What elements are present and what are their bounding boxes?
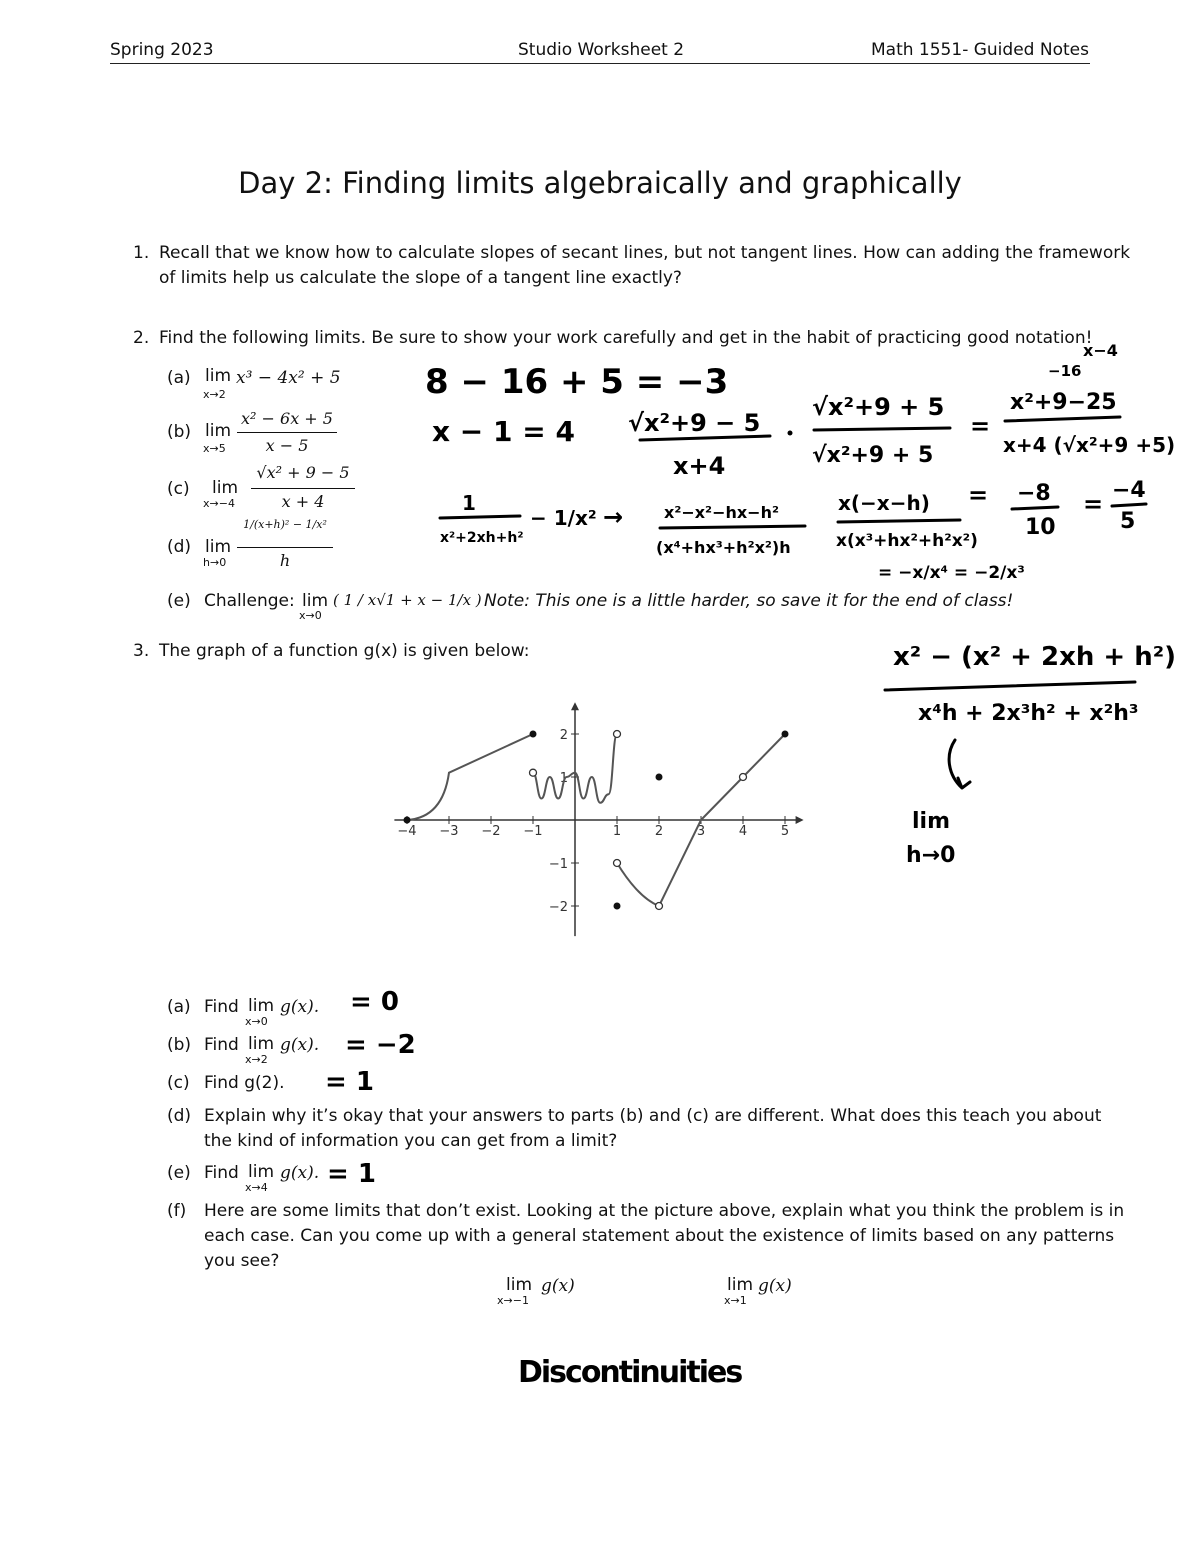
q3f-lim1-sub: x→−1	[497, 1294, 529, 1307]
q2b-denominator: x − 5	[265, 436, 309, 455]
y-tick-label: 2	[559, 728, 568, 743]
hw-2d-frac3-bar	[838, 520, 960, 522]
y-tick-label: 1	[559, 771, 568, 786]
q3a-text: Find	[204, 997, 239, 1017]
q2e-label: (e)	[167, 591, 191, 611]
q2d-label: (d)	[167, 537, 192, 557]
hw-2d-frac2-den: (x⁴+hx³+h²x²)h	[656, 538, 791, 557]
q3-number: 3.	[133, 641, 150, 661]
q3b-lim: lim	[248, 1034, 275, 1054]
x-tick-label: −2	[481, 824, 501, 839]
q2-text: Find the following limits. Be sure to show your work carefully and get in the habit of practicing good notation!	[159, 328, 1093, 348]
hw-2c-equals-1: =	[970, 412, 991, 440]
q2e-expr: ( 1 / x√1 + x − 1/x )	[333, 591, 482, 609]
q3b-sub: x→2	[245, 1053, 268, 1066]
x-tick-label: 3	[696, 824, 706, 839]
hw-side-bar	[885, 682, 1135, 690]
hw-2c-top-note: x−4	[1083, 341, 1118, 360]
hw-2d-arrow: →	[603, 503, 624, 531]
q3a-lim: lim	[248, 996, 275, 1016]
q3c-text: Find g(2).	[204, 1073, 285, 1093]
q3f-lim1-fn: g(x)	[541, 1276, 575, 1296]
q3d-line1: Explain why it’s okay that your answers to parts (b) and (c) are different. What does this teach you about	[204, 1106, 1102, 1126]
hw-2c-top-note2: −16	[1048, 362, 1082, 380]
page-title: Day 2: Finding limits algebraically and graphically	[238, 166, 962, 200]
hw-2d-result-num: −8	[1017, 481, 1051, 506]
hw-2d-final-den: 5	[1120, 509, 1136, 534]
q2c-lim: lim	[212, 478, 239, 498]
q2d-sub: h→0	[203, 556, 227, 569]
hw-2d-minus-term: − 1/x²	[530, 506, 597, 530]
q2e-note: Note: This one is a little harder, so save it for the end of class!	[484, 591, 1014, 611]
hw-2d-equals-2: =	[1083, 490, 1104, 518]
q2a-expr: x³ − 4x² + 5	[236, 368, 341, 388]
q1-text-line2: of limits help us calculate the slope of a tangent line exactly?	[159, 268, 682, 288]
q2e-lim: lim	[302, 591, 329, 611]
q3f-lim2-sub: x→1	[724, 1294, 747, 1307]
hw-ans-b: = −2	[345, 1030, 416, 1060]
hw-2c-frac3-bar	[1005, 417, 1120, 421]
x-tick-label: −1	[523, 824, 543, 839]
hw-ans-c: = 1	[325, 1067, 374, 1097]
q2c-numerator: √x² + 9 − 5	[256, 463, 350, 482]
q3b-label: (b)	[167, 1035, 192, 1055]
q3f-lim2: lim	[727, 1275, 754, 1295]
q2-number: 2.	[133, 328, 150, 348]
q3b-fn: g(x).	[280, 1035, 320, 1055]
hw-side-arrow	[949, 740, 970, 788]
hw-2d-frac2-bar	[660, 526, 805, 528]
q3e-fn: g(x).	[280, 1163, 320, 1183]
hw-ans-e: = 1	[327, 1159, 376, 1189]
q3e-label: (e)	[167, 1163, 191, 1183]
hw-2d-final-num: −4	[1112, 478, 1146, 503]
q2e-prefix: Challenge:	[204, 591, 295, 611]
x-tick-label: 2	[654, 824, 664, 839]
q2a-lim: lim	[205, 366, 232, 386]
q2b-numerator: x² − 6x + 5	[241, 409, 333, 428]
q3f-lim2-fn: g(x)	[758, 1276, 792, 1296]
hw-2c-frac3-num: x²+9−25	[1010, 390, 1117, 415]
q2a-sub: x→2	[203, 388, 226, 401]
q3c-label: (c)	[167, 1073, 190, 1093]
q2a-label: (a)	[167, 368, 191, 388]
hw-2c-frac1-den: x+4	[673, 452, 726, 480]
hw-2d-result-bar	[1012, 507, 1058, 509]
hw-2d-equals-1: =	[968, 481, 989, 509]
q2d-lim: lim	[205, 537, 232, 557]
q3f-label: (f)	[167, 1201, 187, 1221]
q3f-line1: Here are some limits that don’t exist. Looking at the picture above, explain what you think the problem is in	[204, 1201, 1125, 1221]
q2c-label: (c)	[167, 479, 190, 499]
hw-ans-a: = 0	[350, 987, 399, 1017]
hw-side-den: x⁴h + 2x³h² + x²h³	[918, 701, 1139, 726]
q3a-label: (a)	[167, 997, 191, 1017]
q2b-sub: x→5	[203, 442, 226, 455]
hw-side-sub: h→0	[906, 843, 956, 868]
hw-2d-frac1-bar	[440, 516, 520, 518]
q3f-lim1: lim	[506, 1275, 533, 1295]
header-center: Studio Worksheet 2	[518, 40, 685, 60]
hw-2d-frac3-num: x(−x−h)	[838, 491, 930, 515]
x-tick-label: 5	[780, 824, 790, 839]
x-tick-label: −3	[439, 824, 459, 839]
hw-2d-frac2-num: x²−x²−hx−h²	[664, 503, 779, 522]
q3b-text: Find	[204, 1035, 239, 1055]
hw-2c-frac2-num: √x²+9 + 5	[812, 393, 945, 421]
y-tick-label: −1	[548, 857, 568, 872]
q2e-sub: x→0	[299, 609, 322, 622]
q1-number: 1.	[133, 243, 150, 263]
q3d-label: (d)	[167, 1106, 192, 1126]
x-tick-label: 1	[612, 824, 622, 839]
header-right: Math 1551- Guided Notes	[871, 40, 1089, 60]
q3e-text: Find	[204, 1163, 239, 1183]
q3f-line3: you see?	[204, 1251, 280, 1271]
hw-2b-work: x − 1 = 4	[432, 415, 575, 448]
q2c-denominator: x + 4	[281, 492, 325, 511]
hw-side-num: x² − (x² + 2xh + h²)	[893, 642, 1177, 672]
x-tick-label: 4	[738, 824, 748, 839]
hw-2a-work: 8 − 16 + 5 = −3	[425, 362, 729, 402]
q2b-label: (b)	[167, 422, 192, 442]
x-tick-label: −4	[397, 824, 417, 839]
hw-bottom-note: Discontinuities	[518, 1355, 742, 1390]
q3d-line2: the kind of information you can get from a limit?	[204, 1131, 618, 1151]
hw-2c-frac1-num: √x²+9 − 5	[628, 409, 761, 437]
q3e-sub: x→4	[245, 1181, 268, 1194]
hw-2d-frac1-num: 1	[462, 491, 476, 515]
hw-2c-dot	[788, 431, 793, 436]
hw-2d-frac3-den: x(x³+hx²+h²x²)	[836, 531, 978, 551]
hw-2d-frac1-den: x²+2xh+h²	[440, 530, 524, 546]
q2d-denominator: h	[279, 551, 291, 570]
hw-side-lim: lim	[912, 809, 951, 834]
q2c-sub: x→−4	[203, 497, 235, 510]
q1-text-line1: Recall that we know how to calculate slopes of secant lines, but not tangent lines. How can adding the framework	[159, 243, 1131, 263]
q3-text: The graph of a function g(x) is given below:	[159, 641, 530, 661]
hw-2d-line2: = −x/x⁴ = −2/x³	[878, 563, 1025, 583]
q2b-lim: lim	[205, 421, 232, 441]
header-left: Spring 2023	[110, 40, 214, 60]
hw-2d-final-bar	[1112, 504, 1146, 506]
hw-2c-frac2-bar	[814, 428, 950, 430]
q3a-sub: x→0	[245, 1015, 268, 1028]
hw-2d-result-den: 10	[1025, 515, 1056, 540]
q3f-line2: each case. Can you come up with a general statement about the existence of limits based on any patterns	[204, 1226, 1115, 1246]
q3a-fn: g(x).	[280, 997, 320, 1017]
hw-2c-frac3-den: x+4 (√x²+9 +5)	[1003, 433, 1176, 457]
hw-2c-frac2-den: √x²+9 + 5	[812, 443, 934, 468]
q2d-numerator: 1/(x+h)² − 1/x²	[243, 518, 327, 531]
q3e-lim: lim	[248, 1162, 275, 1182]
y-tick-label: −2	[548, 900, 568, 915]
